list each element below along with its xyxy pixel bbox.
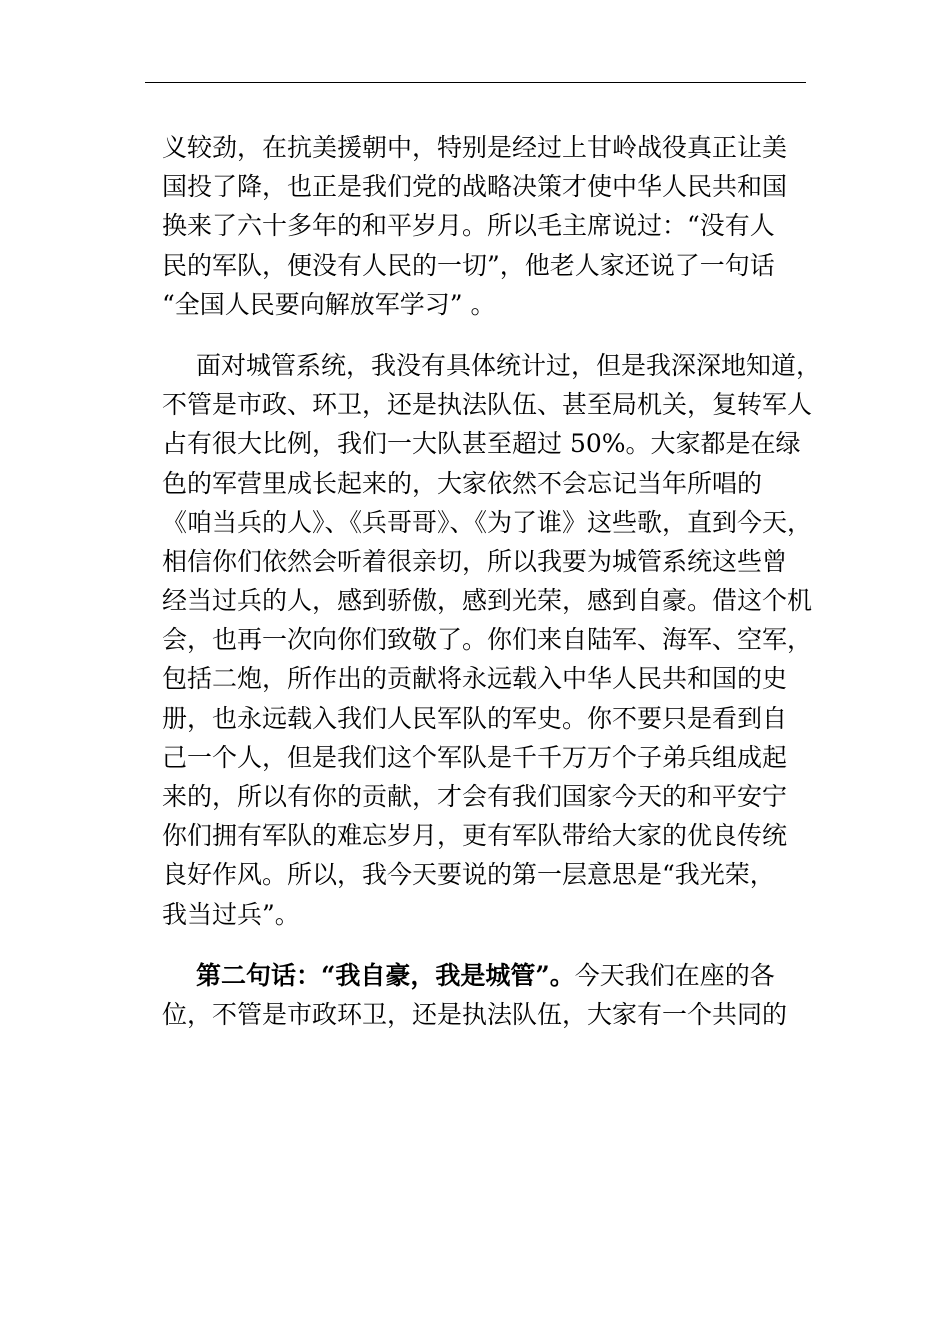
text-line: 不管是市政、环卫，还是执法队伍、甚至局机关，复转军人 xyxy=(162,390,813,420)
text-line: 会，也再一次向你们致敬了。你们来自陆军、海军、空军， xyxy=(162,625,813,655)
text-line: 你们拥有军队的难忘岁月，更有军队带给大家的优良传统 xyxy=(162,821,788,851)
text-line: 我当过兵”。 xyxy=(162,899,300,929)
paragraph-3 xyxy=(162,956,802,1034)
text-line: 己一个人，但是我们这个军队是千千万万个子弟兵组成起 xyxy=(162,742,788,772)
body-text xyxy=(162,128,822,1034)
text-line: 相信你们依然会听着很亲切，所以我要为城管系统这些曾 xyxy=(162,546,788,576)
paragraph-gap xyxy=(162,934,802,956)
text-line: 良好作风。所以，我今天要说的第一层意思是“我光荣， xyxy=(162,860,775,890)
text-run: 今天我们在座的各 xyxy=(574,960,775,990)
text-line: 《咱当兵的人》、《兵哥哥》、《为了谁》这些歌，直到今天， xyxy=(162,507,813,537)
text-line: 色的军营里成长起来的，大家依然不会忘记当年所唱的 xyxy=(162,468,763,498)
text-line: 民的军队，便没有人民的一切”，他老人家还说了一句话 xyxy=(162,250,775,280)
text-line: 换来了六十多年的和平岁月。所以毛主席说过：“没有人 xyxy=(162,211,775,241)
paragraph-1 xyxy=(162,128,802,324)
text-line: 来的，所以有你的贡献，才会有我们国家今天的和平安宁 xyxy=(162,782,788,811)
text-line: 包括二炮，所作出的贡献将永远载入中华人民共和国的史 xyxy=(162,664,788,694)
text-line xyxy=(162,956,802,995)
paragraph-gap xyxy=(162,324,802,346)
text-line: 面对城管系统，我没有具体统计过，但是我深深地知道， xyxy=(196,350,822,380)
text-line: 义较劲，在抗美援朝中，特别是经过上甘岭战役真正让美 xyxy=(162,133,788,162)
text-line: 经当过兵的人，感到骄傲，感到光荣，感到自豪。借这个机 xyxy=(162,586,813,616)
text-line: 册，也永远载入我们人民军队的军史。你不要只是看到自 xyxy=(162,703,788,733)
header-rule xyxy=(145,82,806,83)
text-line: 国投了降，也正是我们党的战略决策才使中华人民共和国 xyxy=(162,172,788,202)
section-heading: 第二句话：“我自豪，我是城管”。 xyxy=(196,960,575,990)
text-line: 占有很大比例，我们一大队甚至超过 50%。大家都是在绿 xyxy=(162,429,801,459)
paragraph-2 xyxy=(162,346,822,934)
text-line: “全国人民要向解放军学习” 。 xyxy=(162,289,496,319)
text-line: 位，不管是市政环卫，还是执法队伍，大家有一个共同的 xyxy=(162,999,788,1029)
